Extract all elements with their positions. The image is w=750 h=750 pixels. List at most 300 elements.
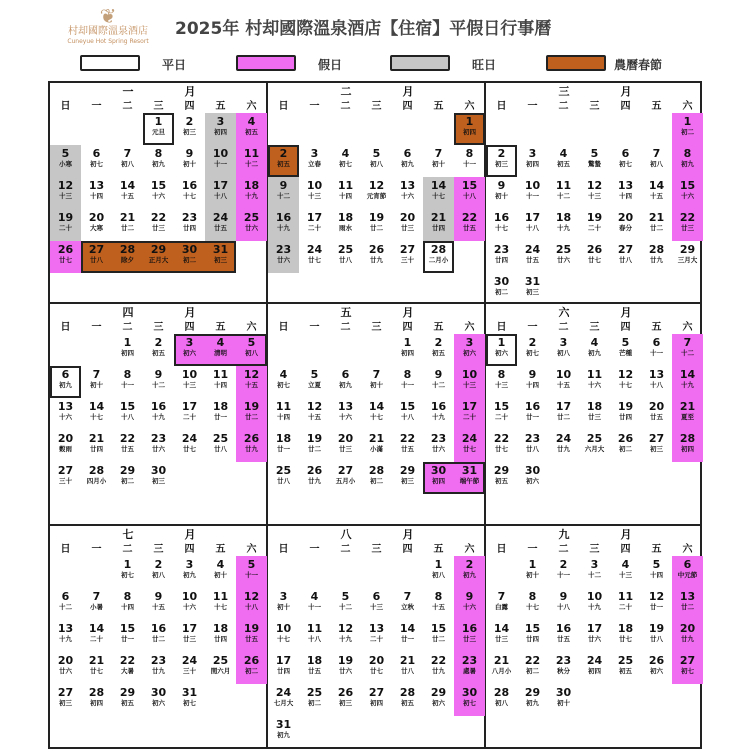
day-cell[interactable] — [112, 652, 143, 684]
month-label: 月 — [184, 528, 196, 541]
day-cell[interactable] — [81, 588, 112, 620]
day-cell[interactable] — [548, 209, 579, 241]
weekday-header: 五 — [433, 544, 444, 555]
day-cell[interactable] — [610, 366, 641, 398]
day-cell[interactable] — [392, 177, 423, 209]
day-cell[interactable] — [610, 334, 641, 366]
day-cell[interactable] — [579, 620, 610, 652]
day-cell[interactable] — [672, 209, 703, 241]
day-cell[interactable] — [112, 620, 143, 652]
day-cell[interactable] — [361, 620, 392, 652]
day-cell[interactable] — [174, 588, 205, 620]
day-number: 6 — [652, 336, 661, 349]
lunar-date: 初十 — [495, 192, 508, 200]
day-cell[interactable] — [81, 684, 112, 716]
day-cell[interactable] — [236, 145, 267, 177]
day-number: 9 — [185, 147, 194, 160]
day-number: 12 — [306, 400, 323, 413]
day-cell[interactable] — [361, 241, 392, 273]
day-cell[interactable] — [268, 209, 299, 241]
day-cell[interactable] — [143, 588, 174, 620]
day-cell[interactable] — [579, 366, 610, 398]
day-cell[interactable] — [454, 145, 485, 177]
day-cell[interactable] — [641, 588, 672, 620]
day-cell[interactable] — [454, 366, 485, 398]
day-cell[interactable] — [548, 556, 579, 588]
day-cell[interactable] — [299, 588, 330, 620]
lunar-date: 十六 — [152, 192, 165, 200]
day-cell[interactable] — [672, 177, 703, 209]
grid-divider — [48, 524, 702, 526]
day-cell[interactable] — [392, 620, 423, 652]
day-cell[interactable] — [454, 588, 485, 620]
day-cell[interactable] — [641, 209, 672, 241]
day-cell[interactable] — [517, 177, 548, 209]
day-cell[interactable] — [143, 177, 174, 209]
day-cell[interactable] — [50, 430, 81, 462]
lunar-date: 初二 — [526, 667, 539, 675]
day-cell[interactable] — [610, 556, 641, 588]
lunar-date: 初十 — [183, 160, 196, 168]
day-cell[interactable] — [81, 462, 112, 494]
day-cell[interactable] — [548, 588, 579, 620]
day-cell[interactable] — [205, 113, 236, 145]
day-cell[interactable] — [579, 588, 610, 620]
day-cell[interactable] — [236, 652, 267, 684]
day-cell[interactable] — [143, 366, 174, 398]
day-cell[interactable] — [610, 398, 641, 430]
day-cell[interactable] — [454, 620, 485, 652]
day-cell[interactable] — [454, 652, 485, 684]
day-cell[interactable] — [672, 241, 703, 273]
lunar-date: 十五 — [121, 192, 134, 200]
day-cell[interactable] — [672, 145, 703, 177]
day-cell[interactable] — [517, 241, 548, 273]
day-cell[interactable] — [361, 462, 392, 494]
day-cell[interactable] — [610, 177, 641, 209]
day-cell[interactable] — [517, 588, 548, 620]
day-cell[interactable] — [579, 177, 610, 209]
day-cell[interactable] — [143, 334, 174, 366]
day-cell[interactable] — [517, 273, 548, 305]
weekday-header: 三 — [371, 544, 382, 555]
day-cell[interactable] — [392, 588, 423, 620]
day-cell[interactable] — [610, 620, 641, 652]
day-cell[interactable] — [641, 652, 672, 684]
day-cell[interactable] — [50, 209, 81, 241]
day-cell[interactable] — [174, 398, 205, 430]
day-cell[interactable] — [236, 620, 267, 652]
day-cell[interactable] — [548, 398, 579, 430]
day-cell[interactable] — [299, 684, 330, 716]
day-cell[interactable] — [268, 398, 299, 430]
day-cell[interactable] — [81, 652, 112, 684]
day-cell[interactable] — [579, 334, 610, 366]
day-cell[interactable] — [205, 430, 236, 462]
day-cell[interactable] — [236, 177, 267, 209]
day-cell[interactable] — [205, 652, 236, 684]
day-number: 18 — [617, 622, 634, 635]
day-cell[interactable] — [174, 430, 205, 462]
day-cell[interactable] — [268, 684, 299, 716]
day-cell[interactable] — [81, 177, 112, 209]
day-cell[interactable] — [174, 209, 205, 241]
day-cell[interactable] — [174, 113, 205, 145]
day-cell[interactable] — [50, 588, 81, 620]
day-cell[interactable] — [236, 209, 267, 241]
lunar-date: 二十 — [463, 413, 476, 421]
day-cell[interactable] — [50, 684, 81, 716]
day-cell[interactable] — [548, 430, 579, 462]
day-cell[interactable] — [81, 430, 112, 462]
day-cell[interactable] — [143, 652, 174, 684]
day-cell[interactable] — [112, 366, 143, 398]
day-cell[interactable] — [330, 620, 361, 652]
day-number: 3 — [279, 590, 288, 603]
day-cell[interactable] — [361, 652, 392, 684]
lunar-date: 廿六 — [59, 667, 72, 675]
day-cell[interactable] — [672, 398, 703, 430]
day-cell[interactable] — [579, 241, 610, 273]
day-cell[interactable] — [672, 652, 703, 684]
day-cell[interactable] — [610, 145, 641, 177]
day-cell[interactable] — [423, 620, 454, 652]
day-cell[interactable] — [143, 620, 174, 652]
day-cell[interactable] — [299, 241, 330, 273]
day-cell[interactable] — [517, 209, 548, 241]
day-cell[interactable] — [486, 652, 517, 684]
day-cell[interactable] — [392, 241, 423, 273]
day-number: 31 — [461, 464, 478, 477]
day-cell[interactable] — [205, 398, 236, 430]
day-cell[interactable] — [486, 209, 517, 241]
day-cell[interactable] — [143, 556, 174, 588]
day-cell[interactable] — [174, 684, 205, 716]
day-cell[interactable] — [268, 652, 299, 684]
day-cell[interactable] — [517, 556, 548, 588]
weekday-header: 日 — [278, 101, 289, 112]
day-cell[interactable] — [205, 209, 236, 241]
day-cell[interactable] — [299, 462, 330, 494]
day-cell[interactable] — [454, 177, 485, 209]
day-cell[interactable] — [392, 145, 423, 177]
day-cell[interactable] — [392, 209, 423, 241]
day-cell[interactable] — [454, 684, 485, 716]
day-cell[interactable] — [299, 430, 330, 462]
day-cell[interactable] — [486, 177, 517, 209]
day-cell[interactable] — [548, 652, 579, 684]
day-cell[interactable] — [610, 241, 641, 273]
day-cell[interactable] — [486, 684, 517, 716]
day-cell[interactable] — [423, 684, 454, 716]
lunar-date: 廿二 — [308, 445, 321, 453]
lunar-date: 二十 — [619, 603, 632, 611]
day-cell[interactable] — [330, 209, 361, 241]
day-cell[interactable] — [517, 334, 548, 366]
day-cell[interactable] — [423, 430, 454, 462]
weekday-header: 六 — [682, 544, 693, 555]
day-cell[interactable] — [174, 620, 205, 652]
day-cell[interactable] — [392, 366, 423, 398]
day-cell[interactable] — [486, 588, 517, 620]
day-cell[interactable] — [672, 430, 703, 462]
day-cell[interactable] — [299, 209, 330, 241]
day-cell[interactable] — [112, 209, 143, 241]
day-cell[interactable] — [50, 652, 81, 684]
day-number: 12 — [337, 622, 354, 635]
day-cell[interactable] — [50, 241, 81, 273]
day-cell[interactable] — [268, 716, 299, 748]
day-cell[interactable] — [361, 209, 392, 241]
day-cell[interactable] — [236, 113, 267, 145]
day-cell[interactable] — [672, 366, 703, 398]
day-cell[interactable] — [641, 620, 672, 652]
day-cell[interactable] — [423, 366, 454, 398]
day-cell[interactable] — [610, 588, 641, 620]
day-cell[interactable] — [517, 398, 548, 430]
day-cell[interactable] — [392, 430, 423, 462]
day-cell[interactable] — [236, 398, 267, 430]
day-cell[interactable] — [423, 556, 454, 588]
day-cell[interactable] — [112, 398, 143, 430]
day-cell[interactable] — [236, 556, 267, 588]
day-cell[interactable] — [392, 462, 423, 494]
day-cell[interactable] — [112, 684, 143, 716]
day-cell[interactable] — [579, 430, 610, 462]
day-cell[interactable] — [486, 620, 517, 652]
day-cell[interactable] — [392, 684, 423, 716]
day-cell[interactable] — [548, 366, 579, 398]
day-cell[interactable] — [454, 334, 485, 366]
day-cell[interactable] — [112, 334, 143, 366]
day-cell[interactable] — [454, 398, 485, 430]
day-cell[interactable] — [423, 652, 454, 684]
lunar-date: 二十 — [308, 224, 321, 232]
lunar-date: 廿三 — [401, 224, 414, 232]
day-number: 7 — [372, 368, 381, 381]
day-cell[interactable] — [517, 430, 548, 462]
day-cell[interactable] — [299, 145, 330, 177]
day-cell[interactable] — [112, 462, 143, 494]
day-cell[interactable] — [81, 398, 112, 430]
day-cell[interactable] — [423, 145, 454, 177]
lunar-date: 十四 — [650, 571, 663, 579]
day-number: 5 — [372, 147, 381, 160]
day-cell[interactable] — [641, 334, 672, 366]
day-cell[interactable] — [486, 273, 517, 305]
day-cell[interactable] — [392, 334, 423, 366]
lunar-date: 初九 — [59, 381, 72, 389]
day-cell[interactable] — [548, 620, 579, 652]
day-cell[interactable] — [610, 209, 641, 241]
day-cell[interactable] — [205, 145, 236, 177]
month-number: 七 — [122, 528, 134, 541]
day-cell[interactable] — [299, 177, 330, 209]
day-cell[interactable] — [299, 398, 330, 430]
day-cell[interactable] — [112, 588, 143, 620]
day-cell[interactable] — [423, 177, 454, 209]
day-cell[interactable] — [112, 430, 143, 462]
day-cell[interactable] — [641, 177, 672, 209]
day-cell[interactable] — [517, 620, 548, 652]
day-cell[interactable] — [641, 430, 672, 462]
day-cell[interactable] — [361, 177, 392, 209]
day-cell[interactable] — [205, 177, 236, 209]
day-cell[interactable] — [330, 241, 361, 273]
day-cell[interactable] — [268, 588, 299, 620]
day-outline — [486, 334, 517, 366]
lunar-date: 廿八 — [90, 256, 103, 264]
day-number: 21 — [648, 211, 665, 224]
day-cell[interactable] — [423, 209, 454, 241]
day-cell[interactable] — [454, 556, 485, 588]
day-cell[interactable] — [610, 652, 641, 684]
day-cell[interactable] — [268, 366, 299, 398]
day-cell[interactable] — [112, 145, 143, 177]
day-cell[interactable] — [143, 462, 174, 494]
day-cell[interactable] — [672, 556, 703, 588]
day-cell[interactable] — [548, 145, 579, 177]
day-cell[interactable] — [579, 556, 610, 588]
day-cell[interactable] — [423, 334, 454, 366]
day-cell[interactable] — [330, 588, 361, 620]
day-cell[interactable] — [50, 620, 81, 652]
day-number: 8 — [683, 147, 692, 160]
day-cell[interactable] — [112, 556, 143, 588]
day-cell[interactable] — [50, 177, 81, 209]
day-cell[interactable] — [454, 209, 485, 241]
day-cell[interactable] — [205, 366, 236, 398]
day-cell[interactable] — [672, 334, 703, 366]
day-cell[interactable] — [174, 366, 205, 398]
day-cell[interactable] — [81, 366, 112, 398]
day-cell[interactable] — [299, 652, 330, 684]
day-cell[interactable] — [579, 209, 610, 241]
day-cell[interactable] — [330, 652, 361, 684]
lunar-date: 初三 — [59, 699, 72, 707]
lunar-date: 十七 — [432, 192, 445, 200]
day-cell[interactable] — [330, 398, 361, 430]
day-cell[interactable] — [517, 366, 548, 398]
day-cell[interactable] — [548, 684, 579, 716]
day-cell[interactable] — [579, 652, 610, 684]
day-cell[interactable] — [454, 430, 485, 462]
day-number: 5 — [247, 336, 256, 349]
day-number: 26 — [243, 654, 260, 667]
day-cell[interactable] — [236, 366, 267, 398]
day-cell[interactable] — [361, 366, 392, 398]
day-cell[interactable] — [641, 145, 672, 177]
day-cell[interactable] — [143, 398, 174, 430]
day-cell[interactable] — [548, 177, 579, 209]
day-cell[interactable] — [143, 430, 174, 462]
lunar-date: 二十 — [370, 635, 383, 643]
day-cell[interactable] — [268, 620, 299, 652]
day-cell[interactable] — [330, 462, 361, 494]
day-cell[interactable] — [517, 462, 548, 494]
day-cell[interactable] — [361, 398, 392, 430]
day-cell[interactable] — [423, 398, 454, 430]
day-cell[interactable] — [517, 684, 548, 716]
day-cell[interactable] — [268, 430, 299, 462]
day-cell[interactable] — [174, 556, 205, 588]
day-cell[interactable] — [330, 145, 361, 177]
day-cell[interactable] — [610, 430, 641, 462]
day-cell[interactable] — [268, 177, 299, 209]
day-cell[interactable] — [330, 684, 361, 716]
day-cell[interactable] — [641, 398, 672, 430]
day-cell[interactable] — [81, 145, 112, 177]
day-cell[interactable] — [236, 588, 267, 620]
day-cell[interactable] — [486, 398, 517, 430]
day-cell[interactable] — [579, 398, 610, 430]
day-cell[interactable] — [486, 366, 517, 398]
day-cell[interactable] — [143, 209, 174, 241]
day-cell[interactable] — [205, 620, 236, 652]
day-cell[interactable] — [299, 366, 330, 398]
day-cell[interactable] — [330, 430, 361, 462]
day-cell[interactable] — [392, 652, 423, 684]
day-cell[interactable] — [236, 430, 267, 462]
day-cell[interactable] — [50, 462, 81, 494]
day-cell[interactable] — [81, 620, 112, 652]
day-cell[interactable] — [112, 177, 143, 209]
day-cell[interactable] — [641, 241, 672, 273]
day-cell[interactable] — [50, 398, 81, 430]
day-cell[interactable] — [361, 684, 392, 716]
weekday-header: 三 — [153, 544, 164, 555]
day-cell[interactable] — [392, 398, 423, 430]
day-cell[interactable] — [486, 462, 517, 494]
day-cell[interactable] — [361, 588, 392, 620]
lunar-date: 廿三 — [495, 635, 508, 643]
lunar-date: 廿三 — [183, 635, 196, 643]
day-number: 19 — [243, 622, 260, 635]
day-cell[interactable] — [81, 209, 112, 241]
day-cell[interactable] — [486, 241, 517, 273]
day-cell[interactable] — [672, 588, 703, 620]
day-cell[interactable] — [205, 588, 236, 620]
day-cell[interactable] — [174, 145, 205, 177]
day-cell[interactable] — [330, 366, 361, 398]
day-cell[interactable] — [268, 241, 299, 273]
day-cell[interactable] — [672, 620, 703, 652]
day-cell[interactable] — [672, 113, 703, 145]
day-cell[interactable] — [268, 462, 299, 494]
day-cell[interactable] — [548, 241, 579, 273]
day-number: 22 — [150, 211, 167, 224]
day-cell[interactable] — [517, 652, 548, 684]
day-cell[interactable] — [205, 556, 236, 588]
day-cell[interactable] — [641, 556, 672, 588]
day-cell[interactable] — [174, 177, 205, 209]
day-cell[interactable] — [423, 588, 454, 620]
day-cell[interactable] — [548, 334, 579, 366]
day-cell[interactable] — [330, 177, 361, 209]
day-cell[interactable] — [361, 430, 392, 462]
day-cell[interactable] — [299, 620, 330, 652]
day-cell[interactable] — [641, 366, 672, 398]
day-cell[interactable] — [486, 430, 517, 462]
day-cell[interactable] — [361, 145, 392, 177]
day-cell[interactable] — [517, 145, 548, 177]
day-cell[interactable] — [143, 684, 174, 716]
day-cell[interactable] — [579, 145, 610, 177]
day-cell[interactable] — [50, 145, 81, 177]
day-cell[interactable] — [174, 652, 205, 684]
day-number: 14 — [648, 179, 665, 192]
day-cell[interactable] — [143, 145, 174, 177]
